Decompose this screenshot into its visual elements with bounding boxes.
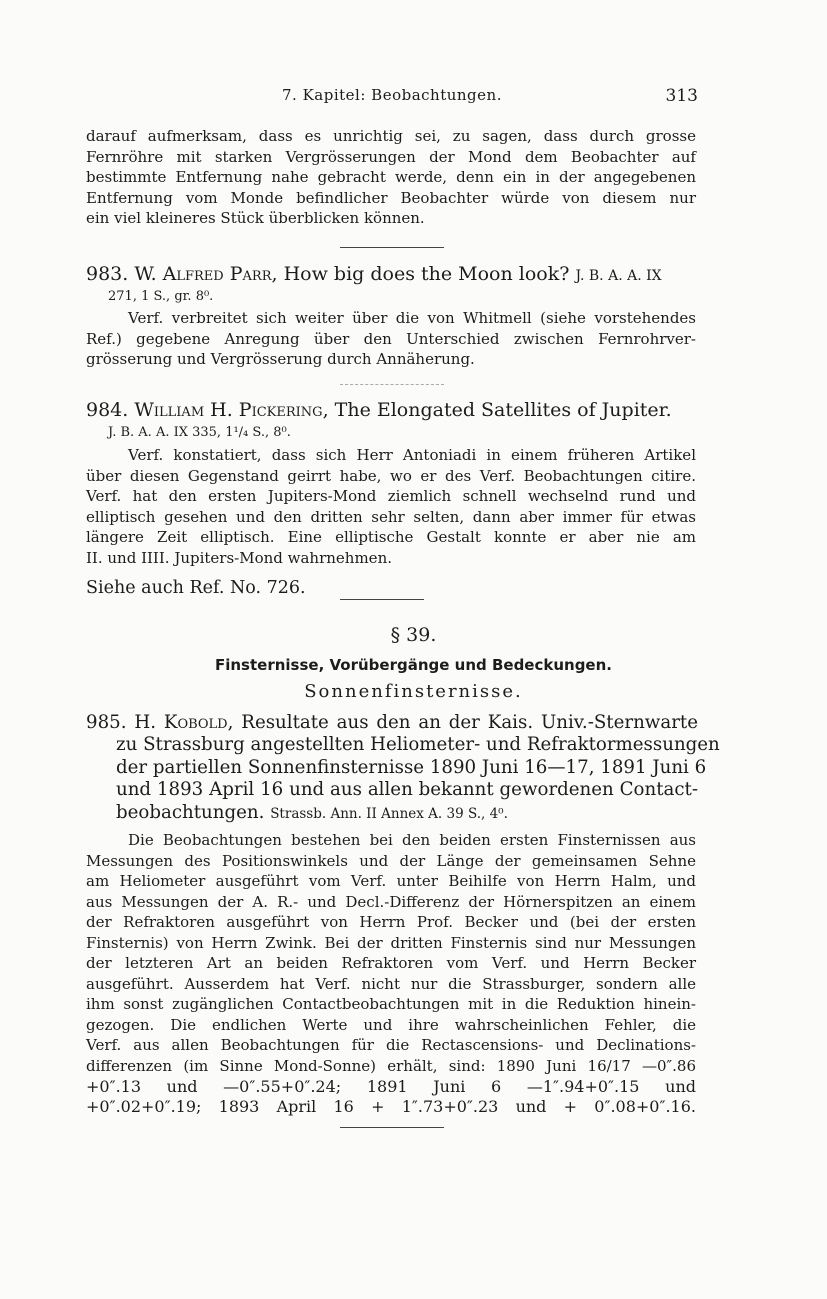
entry-title-part: der partiellen Sonnenfinsternisse 1890 Juni 16—17, 1891 Juni 6: [116, 756, 707, 778]
text-line: über diesen Gegenstand geirrt habe, wo er des Verf. Beobachtungen citire.: [86, 466, 696, 485]
intro-paragraph: [86, 126, 696, 229]
entry-author: H. Kobold,: [134, 712, 234, 733]
separator-rule: [340, 384, 444, 385]
text-line: Entfernung vom Monde befindlicher Beobachter würde von diesem nur: [86, 188, 696, 207]
entry-985-title-line: [86, 712, 698, 734]
text-line: Verf. hat den ersten Jupiters-Mond ziemlich schnell wechselnd rund und: [86, 487, 696, 506]
entry-984-heading: [86, 398, 698, 422]
text-line: ausgeführt. Ausserdem hat Verf. nicht nur die Strassburger, sondern alle: [86, 974, 696, 993]
text-line: längere Zeit elliptisch. Eine elliptische Gestalt konnte er aber nie am: [86, 528, 696, 547]
entry-985-body: [86, 830, 696, 1118]
text-line: Finsternis) von Herrn Zwink. Bei der dritten Finsternis sind nur Messungen: [86, 933, 696, 952]
text-line: Verf. aus allen Beobachtungen für die Rectascensions- und Declinations-: [86, 1036, 696, 1055]
see-also-reference: Siehe auch Ref. No. 726.: [86, 578, 306, 598]
entry-983-heading: [86, 262, 698, 288]
section-title: Finsternisse, Vorübergänge und Bedeckungen.: [214, 656, 612, 674]
section-subtitle: Sonnenfinsternisse.: [304, 681, 523, 702]
entry-title-part: und 1893 April 16 und aus allen bekannt gewordenen Contact-: [116, 779, 698, 801]
entry-author: William H. Pickering,: [134, 399, 329, 421]
entry-984-citation: J. B. A. A. IX 335, 1¹/₄ S., 8⁰.: [108, 425, 291, 440]
entry-985-last-title-line: [86, 802, 698, 825]
entry-title: The Elongated Satellites of Jupiter.: [334, 399, 672, 421]
text-line: Verf. verbreitet sich weiter über die von Whitmell (siehe vorstehendes: [128, 309, 696, 327]
entry-author: W. Alfred Parr,: [134, 263, 278, 285]
text-line: Ref.) gegebene Anregung über den Unterschied zwischen Fernrohrver-: [86, 329, 696, 348]
entry-title-part: Resultate aus den an der Kais. Univ.-Sternwarte: [241, 712, 698, 733]
entry-number: 984.: [86, 399, 129, 421]
separator-rule: [340, 599, 424, 600]
page-header: [86, 86, 698, 110]
text-line: aus Messungen der A. R.- und Decl.-Differenz der Hörnerspitzen an einem: [86, 892, 696, 911]
entry-number: 983.: [86, 263, 129, 285]
text-line: +0″.02+0″.19; 1893 April 16 + 1″.73+0″.23 und + 0″.08+0″.16.: [86, 1097, 696, 1117]
entry-title-part: zu Strassburg angestellten Heliometer- und Refraktormessungen: [116, 734, 720, 756]
text-line: +0″.13 und —0″.55+0″.24; 1891 Juni 6 —1″.94+0″.15 und: [86, 1076, 696, 1096]
separator-rule: [340, 1127, 444, 1128]
entry-983-citation: 271, 1 S., gr. 8⁰.: [108, 289, 214, 304]
text-line: differenzen (im Sinne Mond-Sonne) erhält, sind: 1890 Juni 16/17 —0″.86: [86, 1057, 696, 1076]
entry-number: 985.: [86, 712, 127, 733]
separator-rule: [340, 247, 444, 248]
text-line: grösserung und Vergrösserung durch Annäherung.: [86, 350, 475, 369]
text-line: ein viel kleineres Stück überblicken können.: [86, 209, 425, 228]
text-line: bestimmte Entfernung nahe gebracht werde, denn ein in der angegebenen: [86, 168, 696, 187]
entry-985-heading: [86, 712, 720, 825]
text-line: darauf aufmerksam, dass es unrichtig sei, zu sagen, dass durch grosse: [86, 127, 696, 145]
entry-reference: Strassb. Ann. II Annex A. 39 S., 4⁰.: [270, 805, 508, 822]
text-line: gezogen. Die endlichen Werte und ihre wahrscheinlichen Fehler, die: [86, 1015, 696, 1034]
entry-title-part: beobachtungen.: [116, 801, 265, 823]
text-line: Verf. konstatiert, dass sich Herr Antoniadi in einem früheren Artikel: [128, 446, 696, 464]
section-number: § 39.: [390, 624, 437, 646]
text-line: elliptisch gesehen und den dritten sehr selten, dann aber immer für etwas: [86, 507, 696, 526]
entry-984-body: [86, 445, 696, 569]
text-line: II. und IIII. Jupiters-Mond wahrnehmen.: [86, 548, 392, 567]
text-line: am Heliometer ausgeführt vom Verf. unter Beihilfe von Herrn Halm, und: [86, 872, 696, 891]
running-head: 7. Kapitel: Beobachtungen.: [282, 86, 502, 104]
text-line: Fernröhre mit starken Vergrösserungen der Mond dem Beobachter auf: [86, 147, 696, 166]
entry-title: How big does the Moon look?: [283, 263, 570, 285]
text-line: Messungen des Positionswinkels und der Länge der gemeinsamen Sehne: [86, 851, 696, 870]
entry-983-body: [86, 308, 696, 370]
text-line: der Refraktoren ausgeführt von Herrn Prof. Becker und (bei der ersten: [86, 913, 696, 932]
page-number: 313: [665, 86, 698, 106]
entry-reference: J. B. A. A. IX: [575, 268, 662, 284]
text-line: Die Beobachtungen bestehen bei den beiden ersten Finsternissen aus: [128, 831, 696, 849]
text-line: ihm sonst zugänglichen Contactbeobachtungen mit in die Reduktion hinein-: [86, 995, 696, 1014]
text-line: der letzteren Art an beiden Refraktoren vom Verf. und Herrn Becker: [86, 954, 696, 973]
